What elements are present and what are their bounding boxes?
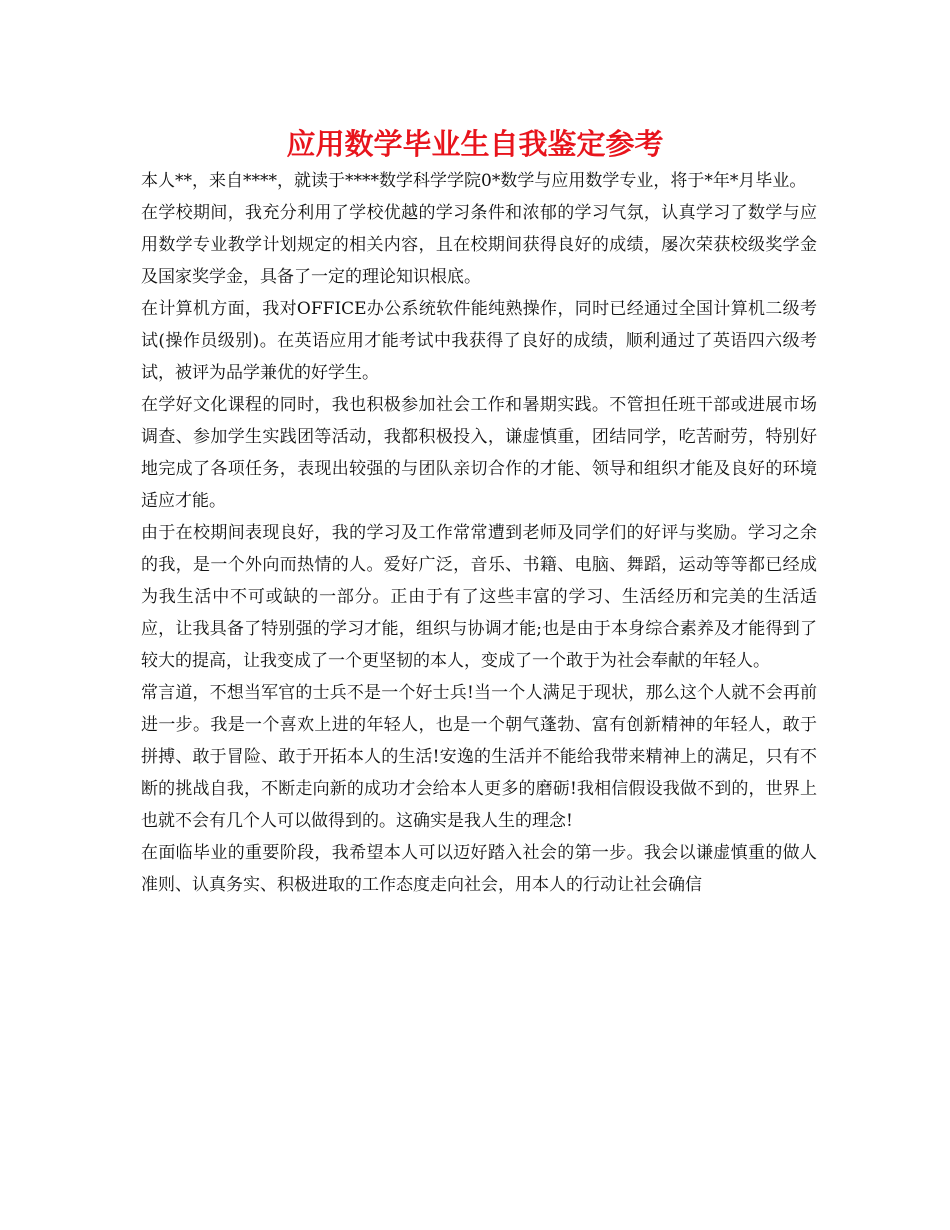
paragraph: 由于在校期间表现良好，我的学习及工作常常遭到老师及同学们的好评与奖励。学习之余的我，是一个外向而热情的人。爱好广泛，音乐、书籍、电脑、舞蹈，运动等等都已经成为我生活中不可或缺的一部分。正由于有了这些丰富的学习、生活经历和完美的生活适应，让我具备了特别强的学习才能，组织与协调才能;也是由于本身综合素养及才能得到了较大的提高，让我变成了一个更坚韧的本人，变成了一个敢于为社会奉献的年轻人。 (141, 523, 817, 671)
paragraph: 本人**，来自****，就读于****数学科学学院0*数学与应用数学专业，将于*年*月毕业。 (141, 171, 807, 191)
paragraph: 在学校期间，我充分利用了学校优越的学习条件和浓郁的学习气氛，认真学习了数学与应用数学专业教学计划规定的相关内容，且在校期间获得良好的成绩，屡次荣获校级奖学金及国家奖学金，具备了一定的理论知识根底。 (141, 203, 817, 287)
document-title: 应用数学毕业生自我鉴定参考 (286, 127, 664, 161)
document-body (141, 165, 817, 901)
paragraph: 在学好文化课程的同时，我也积极参加社会工作和暑期实践。不管担任班干部或进展市场调查、参加学生实践团等活动，我都积极投入，谦虚慎重，团结同学，吃苦耐劳，特别好地完成了各项任务，表现出较强的与团队亲切合作的才能、领导和组织才能及良好的环境适应才能。 (141, 395, 817, 511)
paragraph: 在计算机方面，我对OFFICE办公系统软件能纯熟操作，同时已经通过全国计算机二级考试(操作员级别)。在英语应用才能考试中我获得了良好的成绩，顺利通过了英语四六级考试，被评为品学兼优的好学生。 (141, 299, 817, 383)
paragraph: 常言道，不想当军官的士兵不是一个好士兵!当一个人满足于现状，那么这个人就不会再前进一步。我是一个喜欢上进的年轻人，也是一个朝气蓬勃、富有创新精神的年轻人，敢于拼搏、敢于冒险、敢于开拓本人的生活!安逸的生活并不能给我带来精神上的满足，只有不断的挑战自我，不断走向新的成功才会给本人更多的磨砺!我相信假设我做不到的，世界上也就不会有几个人可以做得到的。这确实是我人生的理念! (141, 683, 817, 831)
paragraph: 在面临毕业的重要阶段，我希望本人可以迈好踏入社会的第一步。我会以谦虚慎重的做人准则、认真务实、积极进取的工作态度走向社会，用本人的行动让社会确信 (141, 843, 817, 895)
